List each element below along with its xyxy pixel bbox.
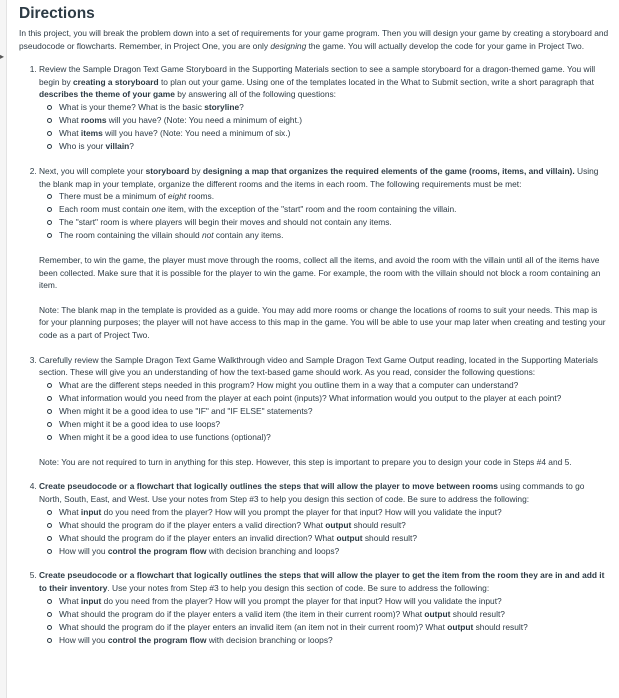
list-item: What should the program do if the player enters an invalid item (an item not in their current room)? What output should result?: [59, 621, 609, 634]
list-item: What should the program do if the player enters an invalid direction? What output should result?: [59, 532, 609, 545]
steps-list: [19, 63, 609, 646]
step-3-questions: [39, 379, 609, 444]
list-item: Each room must contain one item, with the exception of the "start" room and the room containing the villain.: [59, 203, 609, 216]
list-item: The room containing the villain should not contain any items.: [59, 229, 609, 242]
step-2-requirements: [39, 190, 609, 242]
step-5: 5. Create pseudocode or a flowchart that logically outlines the steps that will allow the player to get the item from the room they are in and add it to their inventory. Use your notes from Step #3 to help you design this section of code. Be sure to address the following: What input do you need from the player? How will you prompt the player for that input? How will you validate the input? What should the program do if the player enters a valid item (the item in their current room)? What output should result? What should the program do if the player enters an invalid item (an item not in their current room)? What output should result? How will you control the program flow with decision branching or loops?: [39, 569, 609, 646]
page-title: Directions: [19, 5, 95, 22]
list-item: What rooms will you have? (Note: You need a minimum of eight.): [59, 114, 609, 127]
list-item: When might it be a good idea to use loops?: [59, 418, 609, 431]
list-item: What should the program do if the player enters a valid item (the item in their current room)? What output should result?: [59, 608, 609, 621]
list-item: The "start" room is where players will begin their moves and should not contain any items.: [59, 216, 609, 229]
list-item: How will you control the program flow with decision branching or loops?: [59, 634, 609, 647]
intro-paragraph: In this project, you will break the problem down into a set of requirements for your game program. Then you will design your game by creating a storyboard and pseudocode or flowcharts. Remember, in Project One, you are only designing the game. You will actually develop the code for your game in Project Two.: [19, 28, 609, 51]
list-item: What input do you need from the player? How will you prompt the player for that input? How will you validate the input?: [59, 595, 609, 608]
left-rail: [0, 0, 7, 698]
step-2-reminder: Remember, to win the game, the player must move through the rooms, collect all the items, and avoid the room with the villain until all of the items have been collected. Make sure that it is possible for the player to win the game. For example, the room with the villain should not block a room containing an item.: [39, 255, 601, 291]
directions-content: [19, 4, 609, 659]
step-4: 4. Create pseudocode or a flowchart that logically outlines the steps that will allow the player to move between rooms using commands to go North, South, East, and West. Use your notes from Step #3 to help you design this section of code. Be sure to address the following: What input do you need from the player? How will you prompt the player for that input? How will you validate the input? What should the program do if the player enters a valid direction? What output should result? What should the program do if the player enters an invalid direction? What output should result? How will you control the program flow with decision branching and loops?: [39, 480, 609, 557]
expand-arrow-icon[interactable]: ▸: [0, 52, 5, 61]
list-item: What is your theme? What is the basic storyline?: [59, 101, 609, 114]
list-item: What input do you need from the player? How will you prompt the player for that input? How will you validate the input?: [59, 506, 609, 519]
step-4-questions: [39, 506, 609, 558]
list-item: Who is your villain?: [59, 140, 609, 153]
list-item: What should the program do if the player enters a valid direction? What output should result?: [59, 519, 609, 532]
step-5-questions: [39, 595, 609, 647]
step-3-note: Note: You are not required to turn in anything for this step. However, this step is important to prepare you to design your code in Steps #4 and 5.: [39, 456, 572, 467]
list-item: What are the different steps needed in this program? How might you outline them in a way that a computer can understand?: [59, 379, 609, 392]
list-item: When might it be a good idea to use "IF" and "IF ELSE" statements?: [59, 405, 609, 418]
step-1: 1. Review the Sample Dragon Text Game Storyboard in the Supporting Materials section to see a sample storyboard for a dragon-themed game. You will begin by creating a storyboard to plan out your game. Using one of the templates located in the What to Submit section, write a short paragraph that describes the theme of your game by answering all of the following questions: What is your theme? What is the basic storyline? What rooms will you have? (Note: You need a minimum of eight.) What items will you have? (Note: You need a minimum of six.) Who is your villain?: [39, 63, 609, 153]
step-2: 2. Next, you will complete your storyboard by designing a map that organizes the required elements of the game (rooms, items, and villain). Using the blank map in your template, organize the different rooms and the items in each room. The following requirements must be met: There must be a minimum of eight rooms. Each room must contain one item, with the exception of the "start" room and the room containing the villain. The "start" room is where players will begin their moves and should not contain any items. The room containing the villain should not contain any items. Remember, to win the game, the player must move through the rooms, collect all the items, and avoid the room with the villain until all of the items have been collected. Make sure that it is possible for the player to win the game. For example, the room with the villain should not block a room containing an item. Note: The blank map in the template is provided as a guide. You may add more rooms or change the locations of rooms to suit your needs. This map is for your planning purposes; the player will not have access to this map in the game. You will be able to use your map later when creating and testing your code as a part of Project Two.: [39, 165, 609, 342]
step-2-note: Note: The blank map in the template is provided as a guide. You may add more rooms or change the locations of rooms to suit your needs. This map is for your planning purposes; the player will not have access to this map in the game. You will be able to use your map later when creating and testing your code as a part of Project Two.: [39, 304, 606, 340]
list-item: What information would you need from the player at each point (inputs)? What information would you output to the player at each point?: [59, 392, 609, 405]
step-1-questions: [39, 101, 609, 153]
list-item: When might it be a good idea to use functions (optional)?: [59, 431, 609, 444]
list-item: There must be a minimum of eight rooms.: [59, 190, 609, 203]
list-item: How will you control the program flow with decision branching and loops?: [59, 545, 609, 558]
list-item: What items will you have? (Note: You need a minimum of six.): [59, 127, 609, 140]
step-3: 3. Carefully review the Sample Dragon Text Game Walkthrough video and Sample Dragon Text Game Output reading, located in the Supporting Materials section. These will give you an understanding of how the text-based game should work. As you read, consider the following questions: What are the different steps needed in this program? How might you outline them in a way that a computer can understand? What information would you need from the player at each point (inputs)? What information would you output to the player at each point? When might it be a good idea to use "IF" and "IF ELSE" statements? When might it be a good idea to use loops? When might it be a good idea to use functions (optional)? Note: You are not required to turn in anything for this step. However, this step is important to prepare you to design your code in Steps #4 and 5.: [39, 354, 609, 469]
